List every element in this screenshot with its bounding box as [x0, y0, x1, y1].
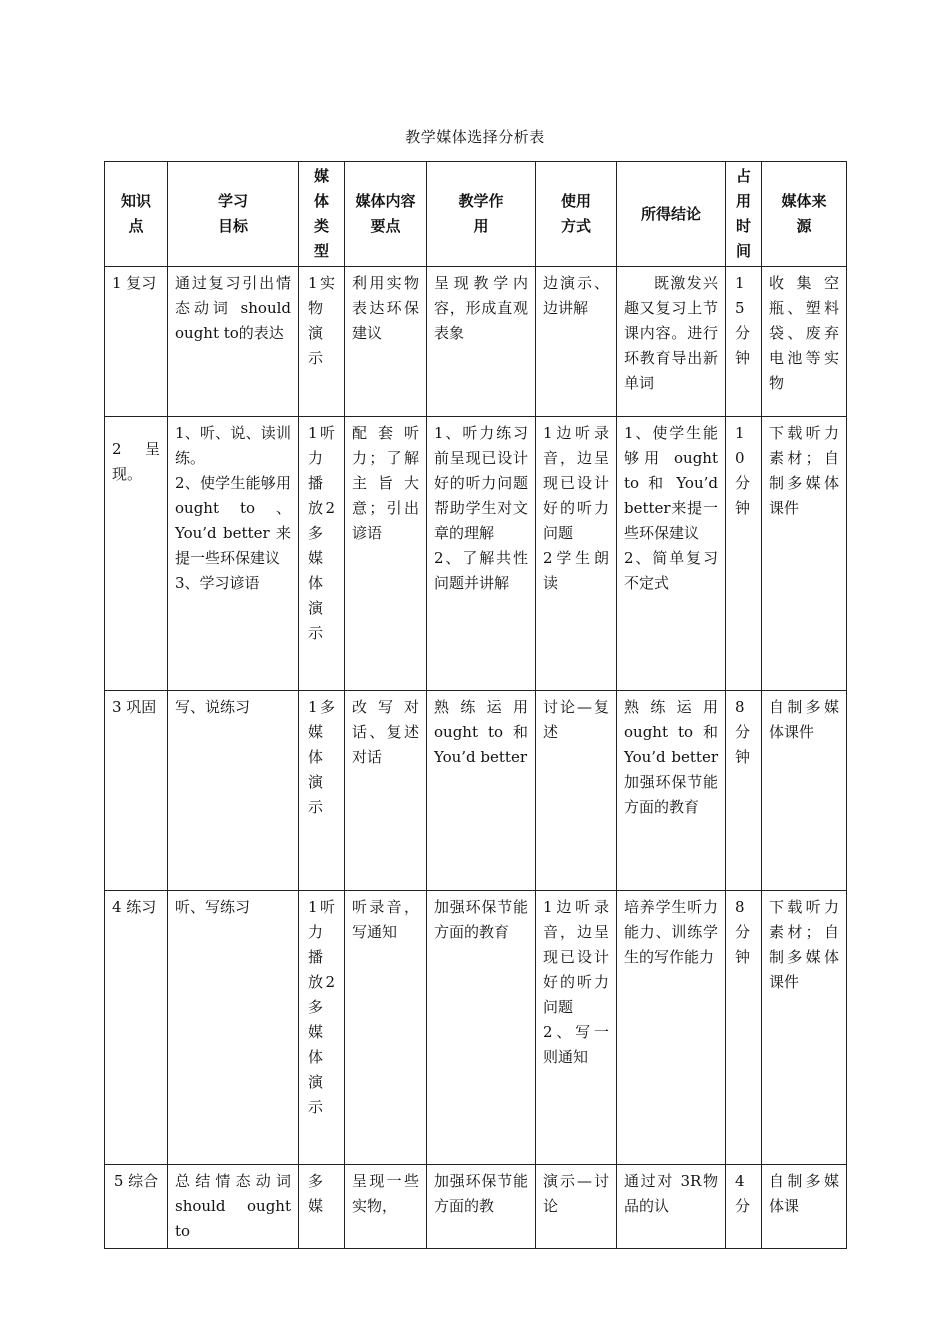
table-body [105, 267, 847, 1249]
table-cell: 自制多媒体课 [762, 1165, 847, 1249]
table-cell: 改写对话、复述对话 [345, 691, 427, 891]
header-cell: 知识点 [105, 162, 168, 267]
table-cell: 通过对 3R物品的认 [617, 1165, 726, 1249]
table-cell: 写、说练习 [168, 691, 299, 891]
table-cell: 1实物演示 [299, 267, 345, 417]
document-title: 教学媒体选择分析表 [405, 128, 545, 146]
table-cell: 1边听录音，边呈现已设计好的听力问题 2学生朗读 [536, 417, 617, 691]
table-row [105, 1165, 847, 1249]
table-cell: 收集空瓶、塑料袋、废弃电池等实物 [762, 267, 847, 417]
table-row [105, 891, 847, 1165]
header-cell: 媒体类型 [299, 162, 345, 267]
table-cell: 1、听力练习前呈现已设计好的听力问题帮助学生对文章的理解 2、了解共性问题并讲解 [427, 417, 536, 691]
header-cell: 学习目标 [168, 162, 299, 267]
table-cell: 1听力播放2多媒体演示 [299, 417, 345, 691]
table-cell: 自制多媒体课件 [762, 691, 847, 891]
table-cell: 下载听力素材；自制多媒体课件 [762, 417, 847, 691]
table-cell: 8分钟 [726, 891, 762, 1165]
table-cell: 2 呈现。 [105, 417, 168, 691]
table-cell: 多媒 [299, 1165, 345, 1249]
table-cell: 熟练运用ought to 和 You’d better [427, 691, 536, 891]
table-cell: 既激发兴趣又复习上节课内容。进行环教育导出新单词 [617, 267, 726, 417]
media-analysis-table [104, 161, 847, 1249]
table-cell: 1听力播放2多媒体演示 [299, 891, 345, 1165]
table-row [105, 267, 847, 417]
table-cell: 5 综合 [105, 1165, 168, 1249]
table-cell: 4 练习 [105, 891, 168, 1165]
table-cell: 讨论—复述 [536, 691, 617, 891]
table-cell: 呈现教学内容，形成直观表象 [427, 267, 536, 417]
table-cell: 听、写练习 [168, 891, 299, 1165]
table-cell: 加强环保节能方面的教育 [427, 891, 536, 1165]
header-cell: 使用方式 [536, 162, 617, 267]
table-cell: 1 复习 [105, 267, 168, 417]
table-cell: 下载听力素材；自制多媒体课件 [762, 891, 847, 1165]
table-cell: 听录音，写通知 [345, 891, 427, 1165]
table-cell: 培养学生听力能力、训练学生的写作能力 [617, 891, 726, 1165]
table-cell: 总结情态动词 should ought to [168, 1165, 299, 1249]
table-row [105, 417, 847, 691]
table-cell: 1、听、说、读训练。 2、使学生能够用 ought to 、 You’d better 来提一些环保建议 3、学习谚语 [168, 417, 299, 691]
table-cell: 通过复习引出情态动词 should ought to的表达 [168, 267, 299, 417]
table-cell: 1多媒体演示 [299, 691, 345, 891]
table-row [105, 691, 847, 891]
table-cell: 3 巩固 [105, 691, 168, 891]
table-cell: 1边听录音，边呈现已设计好的听力问题 2、写一则通知 [536, 891, 617, 1165]
table-cell: 15分钟 [726, 267, 762, 417]
table-cell: 熟练运用ought to 和 You’d better加强环保节能方面的教育 [617, 691, 726, 891]
header-cell: 媒体内容要点 [345, 162, 427, 267]
table-cell: 加强环保节能方面的教 [427, 1165, 536, 1249]
header-cell: 媒体来源 [762, 162, 847, 267]
header-row [105, 162, 847, 267]
table-cell: 1、使学生能够用 ought to 和 You’d better来提一些环保建议 2、简单复习不定式 [617, 417, 726, 691]
header-cell: 所得结论 [617, 162, 726, 267]
table-cell: 利用实物表达环保建议 [345, 267, 427, 417]
table-cell: 边演示、边讲解 [536, 267, 617, 417]
table-cell: 10分钟 [726, 417, 762, 691]
table-cell: 4分 [726, 1165, 762, 1249]
table-cell: 呈现一些实物， [345, 1165, 427, 1249]
header-cell: 占用时间 [726, 162, 762, 267]
table-cell: 配套听力；了解主旨大意；引出谚语 [345, 417, 427, 691]
header-cell: 教学作用 [427, 162, 536, 267]
table-cell: 8分钟 [726, 691, 762, 891]
table-cell: 演示—讨论 [536, 1165, 617, 1249]
